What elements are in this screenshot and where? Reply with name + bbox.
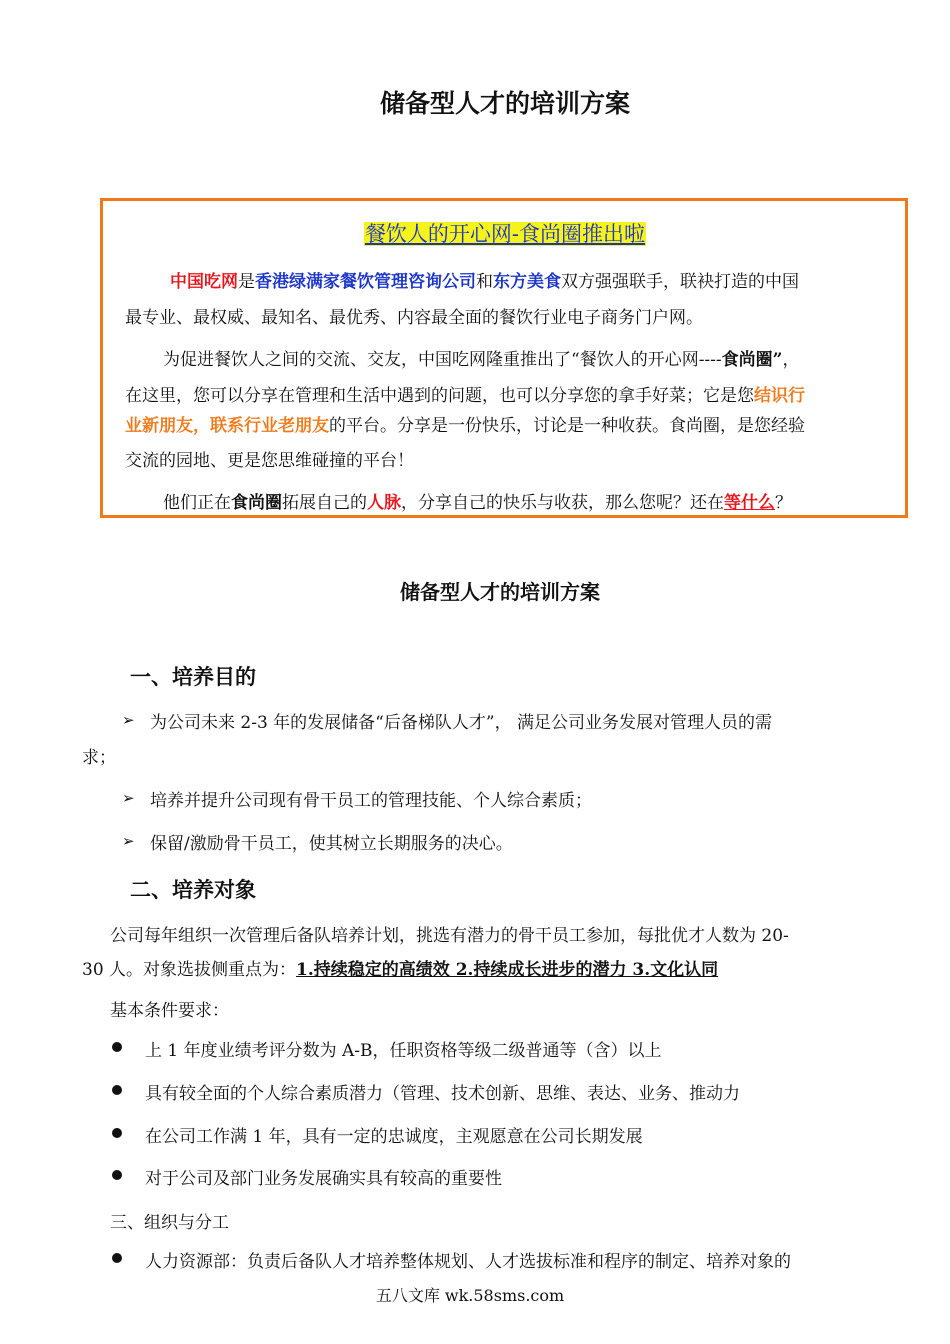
promo-paragraph-2-line-4: 交流的园地、更是您思维碰撞的平台！	[125, 451, 414, 471]
bullet-dot-icon	[112, 1042, 122, 1052]
bullet-dot-icon	[112, 1085, 122, 1095]
section-2-intro-line-2: 30 人。对象选拔侧重点为：1.持续稳定的高绩效 2.持续成长进步的潜力 3.文化认同	[82, 960, 719, 980]
promo-paragraph-1-line-1: 中国吃网是香港绿满家餐饮管理咨询公司和东方美食双方强强联手，联袂打造的中国	[170, 272, 799, 292]
promo-heading[interactable]	[0, 218, 950, 248]
section-2-intro-line-1: 公司每年组织一次管理后备队培养计划，挑选有潜力的骨干员工参加，每批优才人数为 20-	[110, 926, 789, 946]
bullet-dot-icon	[112, 1128, 122, 1138]
requirement-item: 对于公司及部门业务发展确实具有较高的重要性	[145, 1169, 502, 1189]
section-3-item: 人力资源部：负责后备队人才培养整体规划、人才选拔标准和程序的制定、培养对象的	[145, 1252, 791, 1272]
requirement-item: 具有较全面的个人综合素质潜力（管理、技术创新、思维、表达、业务、推动力	[145, 1084, 740, 1104]
promo-paragraph-2-line-1: 为促进餐饮人之间的交流、交友，中国吃网隆重推出了“餐饮人的开心网----食尚圈”，	[163, 350, 800, 370]
promo-paragraph-3: 他们正在食尚圈拓展自己的人脉，分享自己的快乐与收获，那么您呢？还在等什么？	[163, 493, 792, 513]
basic-requirements-label: 基本条件要求：	[110, 1001, 229, 1021]
arrow-bullet-icon: ➢	[122, 832, 135, 850]
bullet-dot-icon	[112, 1170, 122, 1180]
promo-paragraph-2-line-2: 在这里，您可以分享在管理和生活中遇到的问题，也可以分享您的拿手好菜；它是您结识行	[125, 386, 805, 406]
page-footer: 五八文库 wk.58sms.com	[375, 1286, 565, 1305]
promo-paragraph-1-line-2: 最专业、最权威、最知名、最优秀、内容最全面的餐饮行业电子商务门户网。	[125, 308, 703, 328]
arrow-bullet-icon: ➢	[122, 789, 135, 807]
section-2-heading: 二、培养对象	[130, 878, 256, 902]
document-subtitle: 储备型人才的培训方案	[400, 580, 600, 604]
requirement-item: 上 1 年度业绩考评分数为 A-B，任职资格等级二级普通等（含）以上	[145, 1041, 662, 1061]
promo-paragraph-2-line-3: 业新朋友，联系行业老朋友的平台。分享是一份快乐，讨论是一种收获。食尚圈，是您经验	[125, 416, 805, 436]
section-1-item-3: 保留/激励骨干员工，使其树立长期服务的决心。	[150, 834, 513, 854]
section-1-heading: 一、培养目的	[130, 665, 256, 689]
arrow-bullet-icon: ➢	[122, 711, 135, 729]
section-1-item-2: 培养并提升公司现有骨干员工的管理技能、个人综合素质；	[150, 791, 592, 811]
what-are-you-waiting-link[interactable]: 等什么	[724, 493, 775, 513]
page-title: 储备型人才的培训方案	[379, 89, 630, 118]
section-1-item-1: 为公司未来 2-3 年的发展储备“后备梯队人才”， 满足公司业务发展对管理人员的需	[150, 713, 772, 733]
bullet-dot-icon	[112, 1253, 122, 1263]
section-3-heading: 三、组织与分工	[110, 1213, 229, 1233]
requirement-item: 在公司工作满 1 年，具有一定的忠诚度，主观愿意在公司长期发展	[145, 1127, 643, 1147]
promo-heading-link[interactable]: 餐饮人的开心网-食尚圈推出啦	[364, 222, 646, 246]
section-1-item-1-cont: 求；	[82, 748, 116, 768]
